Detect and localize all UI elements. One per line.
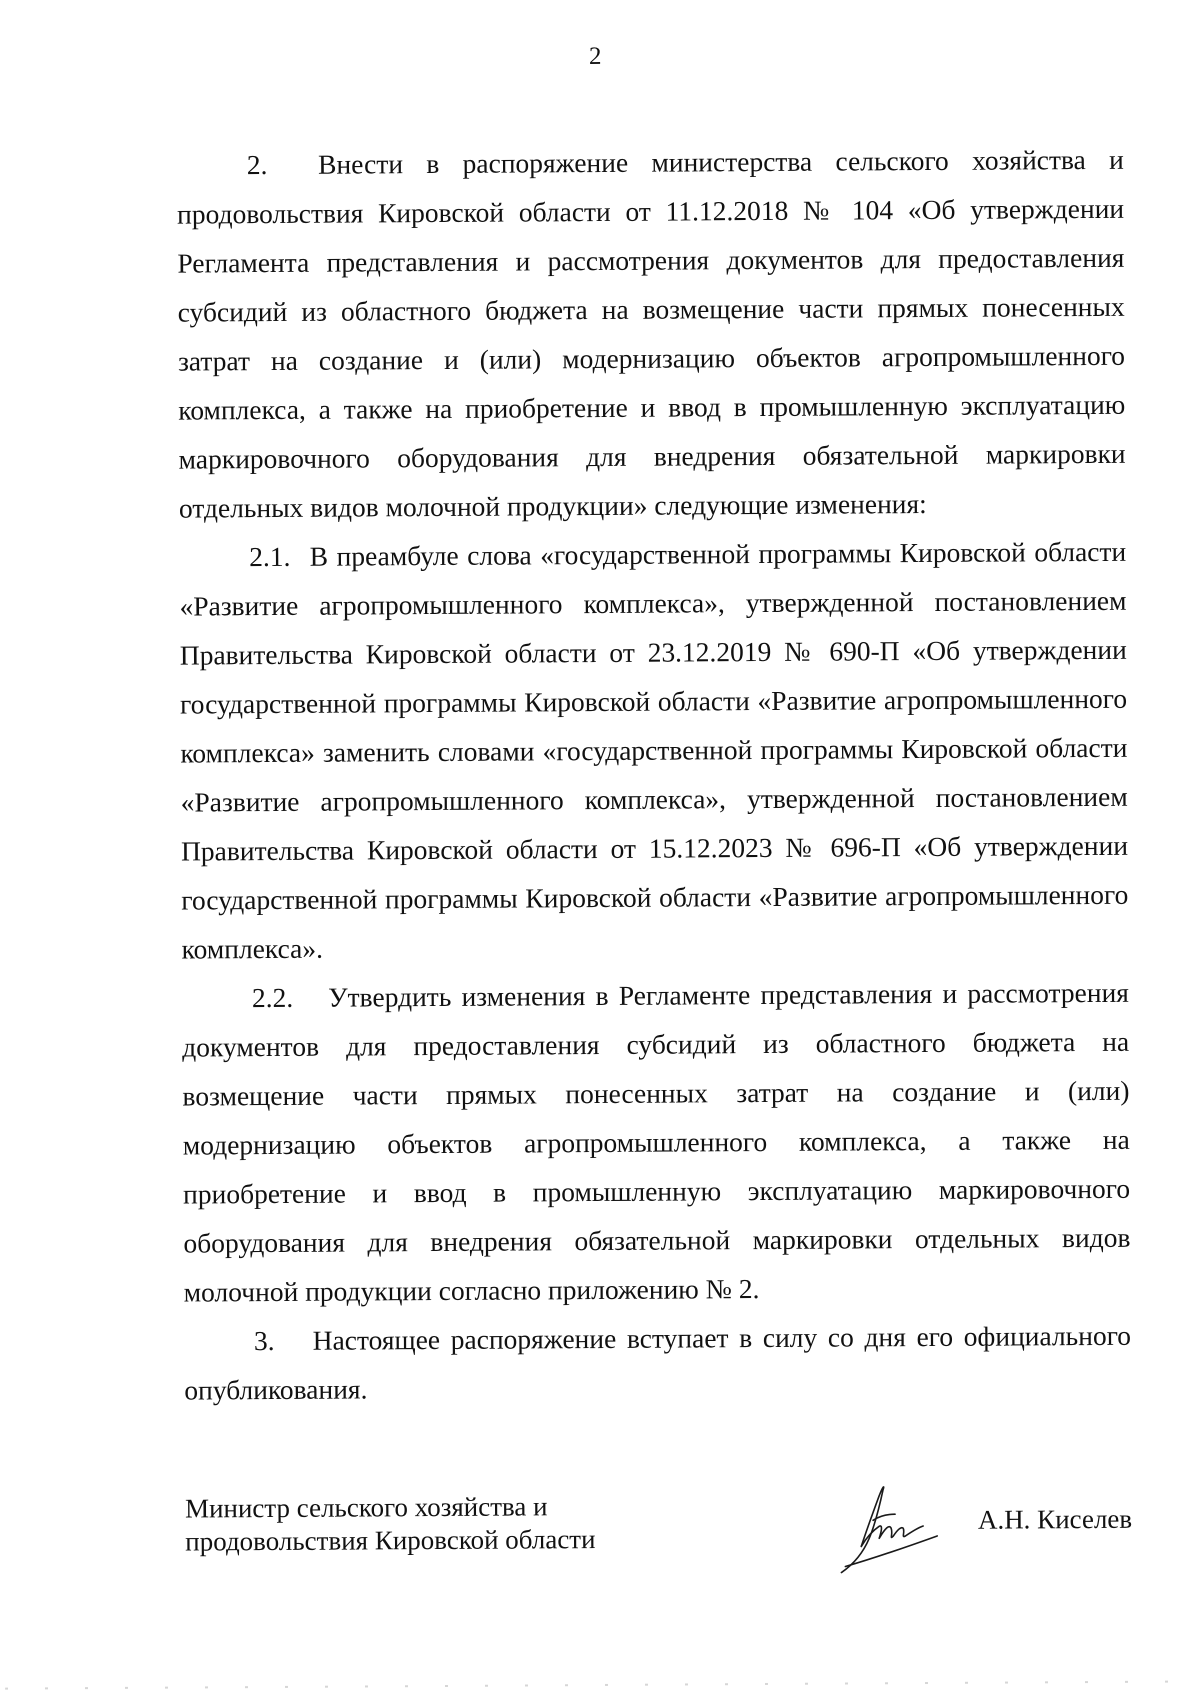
- paragraph-item-3: [184, 1311, 1132, 1415]
- paragraph-text: Настоящее распоряжение вступает в силу со дня его официального опубликования.: [184, 1319, 1132, 1406]
- paragraph-number: 3.: [253, 1324, 275, 1357]
- paragraph-text: В преамбуле слова «государственной программы Кировской области «Развитие агропромышленного комплекса», утвержденной постановлением Правительства Кировской области от 23.12.2019 № 690-П «Об утверждении государственной программы Кировской области «Развитие агропромышленного комплекса» заменить словами «государственной программы Кировской области «Развитие агропромышленного комплекса», утвержденной постановлением Правительства Кировской области от 15.12.2023 № 696-П «Об утверждении государственной программы Кировской области «Развитие агропромышленного комплекса».: [179, 535, 1129, 965]
- signer-position: [185, 1490, 596, 1559]
- handwritten-signature: [833, 1476, 944, 1577]
- paragraph-item-2-2: [182, 968, 1131, 1317]
- paragraph-item-2: [177, 135, 1126, 533]
- signer-name: А.Н. Киселев: [977, 1503, 1133, 1535]
- paragraph-number: 2.2.: [251, 981, 294, 1014]
- paragraph-number: 2.: [246, 149, 268, 181]
- signer-position-line-2: продовольствия Кировской области: [185, 1524, 596, 1557]
- document-body: [177, 135, 1132, 1415]
- signer-position-line-1: Министр сельского хозяйства и: [184, 1491, 548, 1524]
- page-number: 2: [588, 42, 602, 71]
- scan-edge-artifact: [5, 1680, 1200, 1689]
- paragraph-number: 2.1.: [249, 540, 291, 573]
- paragraph-item-2-1: [179, 527, 1129, 974]
- paragraph-text: Утвердить изменения в Регламенте представления и рассмотрения документов для предоставления субсидий из областного бюджета на возмещение части прямых понесенных затрат на создание и (или) модернизацию объектов агропромышленного комплекса, а также на приобретение и ввод в промышленную эксплуатацию маркировочного оборудования для внедрения обязательной маркировки отдельных видов молочной продукции согласно приложению № 2.: [182, 976, 1131, 1308]
- signature-block: [185, 1487, 1133, 1603]
- paragraph-text: Внести в распоряжение министерства сельского хозяйства и продовольствия Кировской области от 11.12.2018 № 104 «Об утверждении Регламента представления и рассмотрения документов для предоставления субсидий из областного бюджета на возмещение части прямых понесенных затрат на создание и (или) модернизацию объектов агропромышленного комплекса, а также на приобретение и ввод в промышленную эксплуатацию маркировочного оборудования для внедрения обязательной маркировки отдельных видов молочной продукции» следующие изменения:: [177, 143, 1126, 524]
